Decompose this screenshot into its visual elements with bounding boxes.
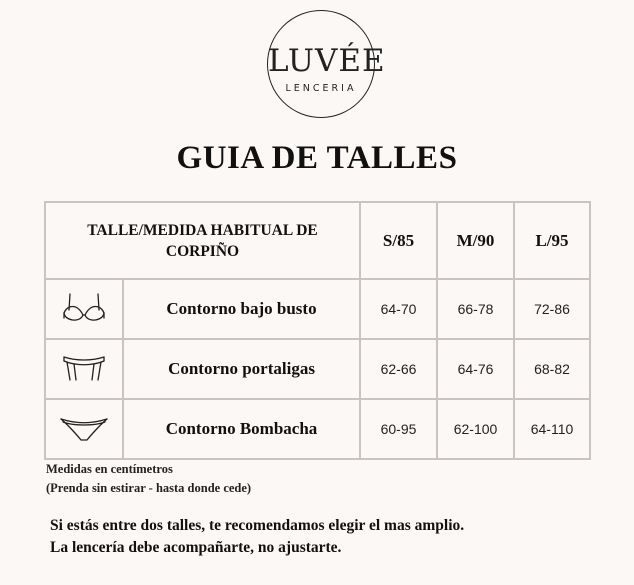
value-cell: 72-86 <box>514 279 590 339</box>
notes-line-units: Medidas en centímetros <box>46 462 173 476</box>
value-cell: 60-95 <box>360 399 437 459</box>
table-row <box>45 339 590 399</box>
notes-line-stretch: (Prenda sin estirar - hasta donde cede) <box>46 481 252 495</box>
size-header-m: M/90 <box>437 202 514 279</box>
measurement-notes <box>46 460 251 498</box>
page-title: GUIA DE TALLES <box>176 140 458 176</box>
value-cell: 62-66 <box>360 339 437 399</box>
value-cell: 64-70 <box>360 279 437 339</box>
row-label-panty: Contorno Bombacha <box>123 399 360 459</box>
panty-icon <box>45 399 123 459</box>
value-cell: 68-82 <box>514 339 590 399</box>
row-label-garter: Contorno portaligas <box>123 339 360 399</box>
value-cell: 64-76 <box>437 339 514 399</box>
advice-line-1: Si estás entre dos talles, te recomendamos elegir el mas amplio. <box>50 517 465 534</box>
size-advice <box>50 515 464 559</box>
size-guide-table <box>44 201 591 460</box>
value-cell: 62-100 <box>437 399 514 459</box>
size-header-s: S/85 <box>360 202 437 279</box>
table-header-row <box>45 202 590 279</box>
size-header-l: L/95 <box>514 202 590 279</box>
header-label: TALLE/MEDIDA HABITUAL DE CORPIÑO <box>45 202 360 279</box>
row-label-bust: Contorno bajo busto <box>123 279 360 339</box>
logo-subtitle: LENCERIA <box>285 83 357 94</box>
brand-logo <box>267 10 386 118</box>
logo-name: LUVÉE <box>268 43 386 79</box>
advice-line-2: La lencería debe acompañarte, no ajustarte. <box>50 539 342 556</box>
garter-belt-icon <box>45 339 123 399</box>
value-cell: 66-78 <box>437 279 514 339</box>
table-row <box>45 399 590 459</box>
table-row <box>45 279 590 339</box>
bra-icon <box>45 279 123 339</box>
value-cell: 64-110 <box>514 399 590 459</box>
